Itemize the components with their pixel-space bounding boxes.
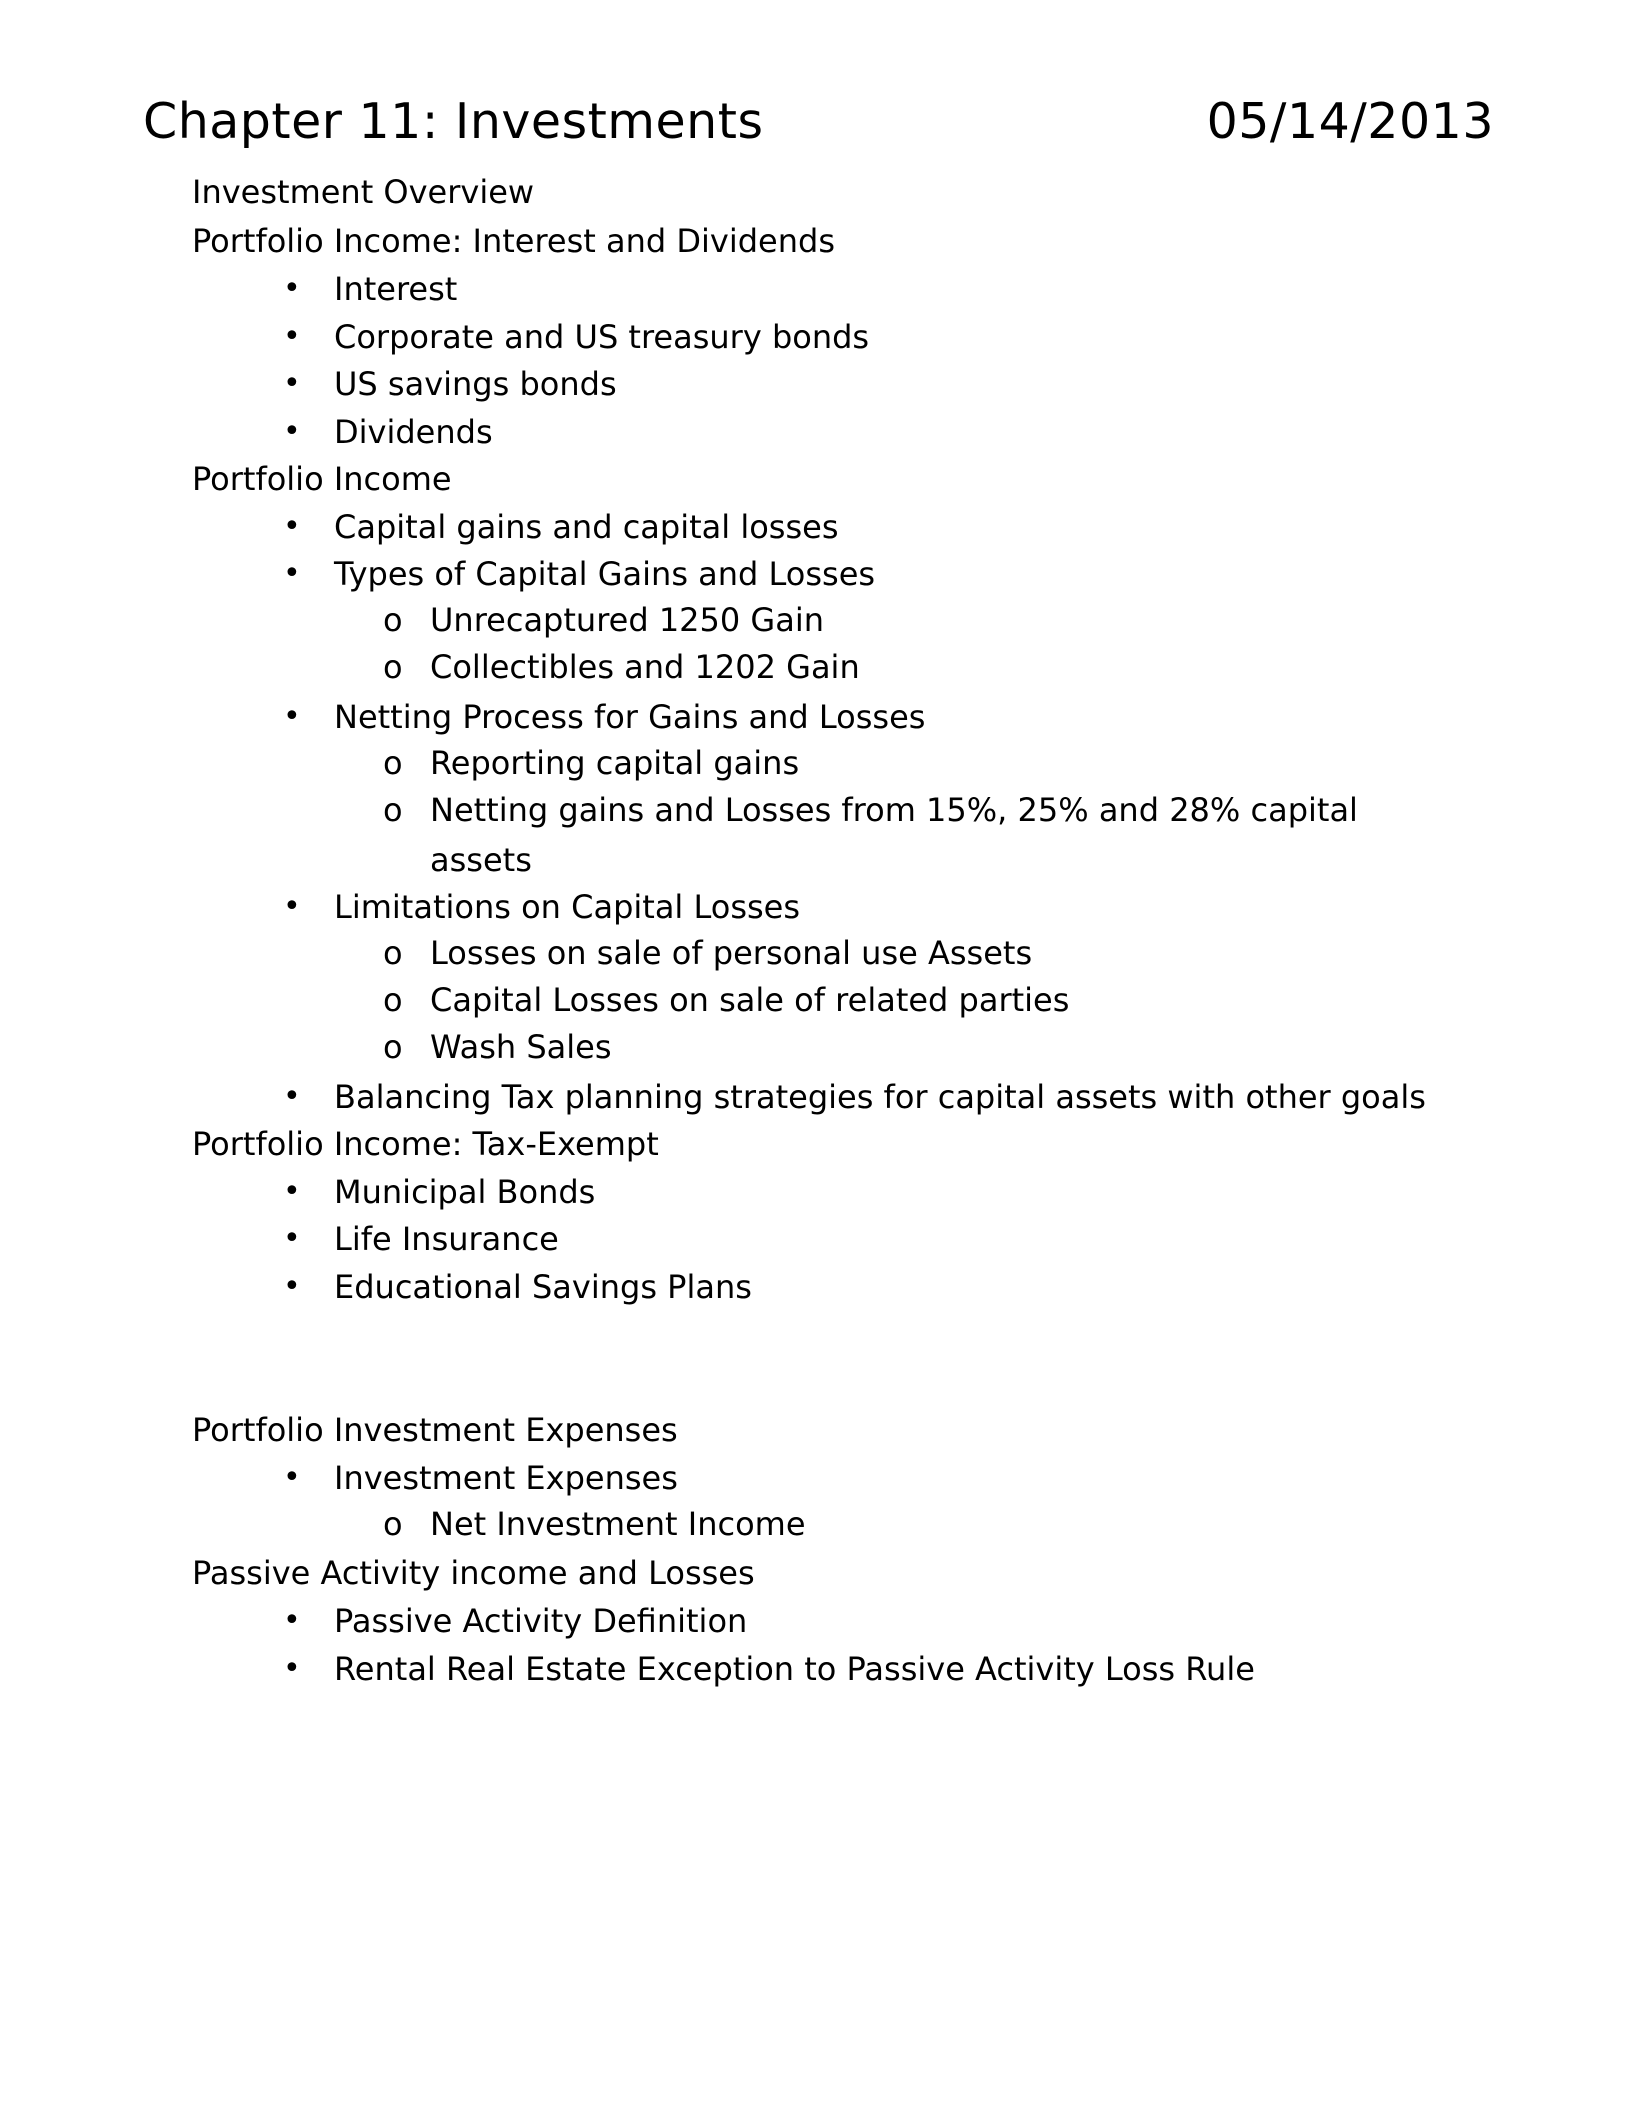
bullet-item: US savings bonds: [334, 365, 617, 403]
bullet-item: Limitations on Capital Losses: [334, 888, 801, 926]
sub-bullet-item: Unrecaptured 1250 Gain: [430, 601, 824, 639]
section-heading: Portfolio Investment Expenses: [192, 1411, 678, 1449]
bullet-marker: •: [283, 1079, 301, 1114]
sub-bullet-marker: o: [383, 744, 403, 782]
bullet-marker: •: [283, 414, 301, 449]
sub-bullet-marker: o: [383, 981, 403, 1019]
bullet-marker: •: [283, 366, 301, 401]
sub-bullet-item: Capital Losses on sale of related parties: [430, 981, 1070, 1019]
bullet-item: Passive Activity Definition: [334, 1602, 748, 1640]
bullet-item: Capital gains and capital losses: [334, 508, 839, 546]
section-heading: Portfolio Income: Interest and Dividends: [192, 222, 835, 260]
sub-bullet-marker: o: [383, 1028, 403, 1066]
section-heading: Portfolio Income: [192, 460, 452, 498]
bullet-marker: •: [283, 1269, 301, 1304]
bullet-item: Dividends: [334, 413, 493, 451]
bullet-marker: •: [283, 319, 301, 354]
sub-bullet-item: Net Investment Income: [430, 1505, 806, 1543]
document-title: Chapter 11: Investments: [143, 93, 764, 150]
sub-bullet-item: Netting gains and Losses from 15%, 25% and 28% capital: [430, 791, 1358, 829]
sub-bullet-marker: o: [383, 791, 403, 829]
sub-bullet-item: Losses on sale of personal use Assets: [430, 934, 1033, 972]
bullet-marker: •: [283, 1603, 301, 1638]
section-heading: Portfolio Income: Tax-Exempt: [192, 1125, 659, 1163]
bullet-item: Educational Savings Plans: [334, 1268, 752, 1306]
bullet-item: Municipal Bonds: [334, 1173, 596, 1211]
bullet-item: Types of Capital Gains and Losses: [334, 555, 876, 593]
bullet-item: Life Insurance: [334, 1220, 559, 1258]
bullet-item: Netting Process for Gains and Losses: [334, 698, 926, 736]
bullet-marker: •: [283, 1221, 301, 1256]
sub-bullet-marker: o: [383, 1505, 403, 1543]
bullet-marker: •: [283, 509, 301, 544]
bullet-marker: •: [283, 1460, 301, 1495]
document-date: 05/14/2013: [1206, 93, 1494, 150]
section-heading: Passive Activity income and Losses: [192, 1554, 755, 1592]
bullet-item: Balancing Tax planning strategies for capital assets with other goals: [334, 1078, 1426, 1116]
section-heading: Investment Overview: [192, 173, 535, 211]
bullet-item: Investment Expenses: [334, 1459, 678, 1497]
sub-bullet-item: Reporting capital gains: [430, 744, 800, 782]
bullet-item: Interest: [334, 270, 458, 308]
bullet-item: Corporate and US treasury bonds: [334, 318, 870, 356]
sub-bullet-item: Wash Sales: [430, 1028, 612, 1066]
sub-bullet-marker: o: [383, 648, 403, 686]
bullet-marker: •: [283, 271, 301, 306]
bullet-marker: •: [283, 1174, 301, 1209]
bullet-marker: •: [283, 1651, 301, 1686]
sub-bullet-item-continuation: assets: [430, 841, 532, 879]
sub-bullet-marker: o: [383, 601, 403, 639]
sub-bullet-marker: o: [383, 934, 403, 972]
bullet-marker: •: [283, 889, 301, 924]
bullet-marker: •: [283, 699, 301, 734]
bullet-item: Rental Real Estate Exception to Passive Activity Loss Rule: [334, 1650, 1255, 1688]
bullet-marker: •: [283, 556, 301, 591]
sub-bullet-item: Collectibles and 1202 Gain: [430, 648, 860, 686]
